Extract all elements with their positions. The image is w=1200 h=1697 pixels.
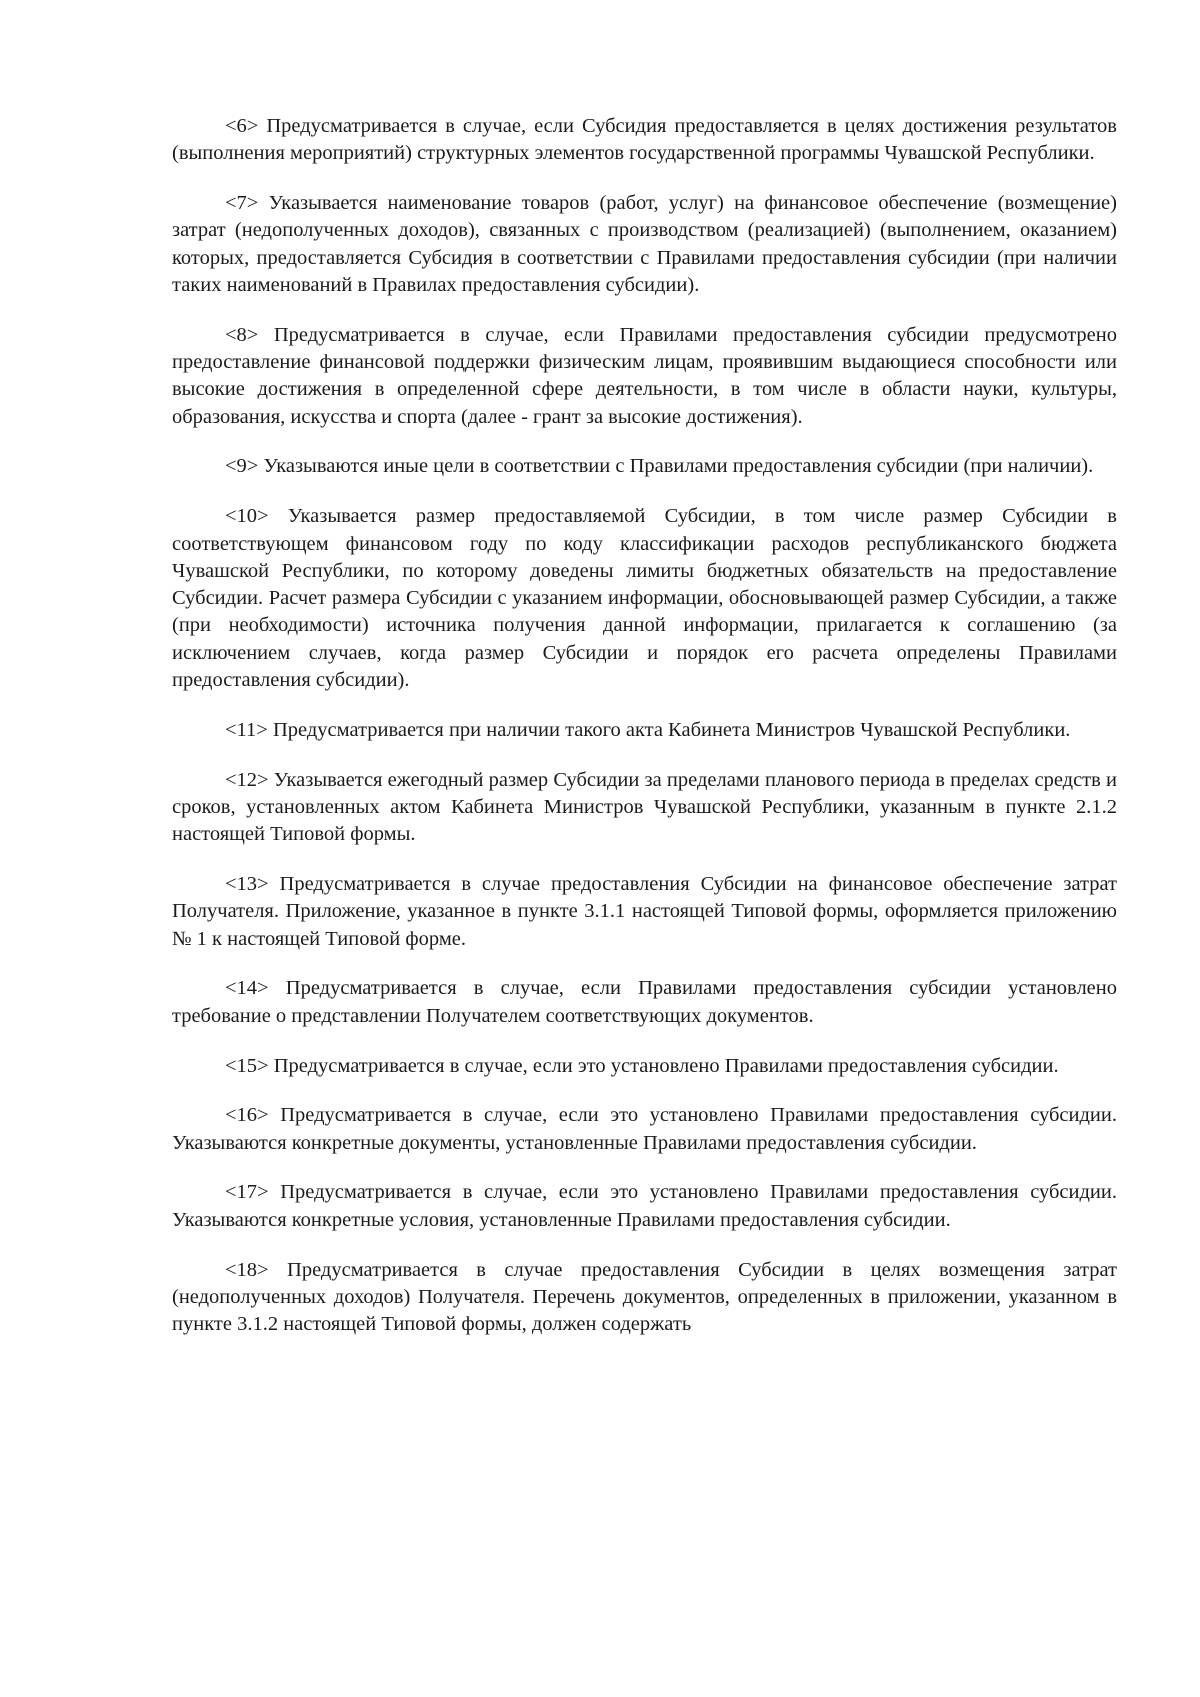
- footnote-6: <6> Предусматривается в случае, если Субсидия предоставляется в целях достижения результатов (выполнения мероприятий) структурных элементов государственной программы Чувашской Республики.: [172, 115, 1117, 165]
- footnote-13: <13> Предусматривается в случае предоставления Субсидии на финансовое обеспечение затрат Получателя. Приложение, указанное в пункте 3.1.1 настоящей Типовой формы, оформляется приложению № 1 к настоящей Типовой форме.: [172, 873, 1117, 950]
- footnote-17: <17> Предусматривается в случае, если это установлено Правилами предоставления субсидии. Указываются конкретные условия, установленные Правилами предоставления субсидии.: [172, 1181, 1117, 1231]
- footnote-18: <18> Предусматривается в случае предоставления Субсидии в целях возмещения затрат (недополученных доходов) Получателя. Перечень документов, определенных в приложении, указанном в пункте 3.1.2 настоящей Типовой формы, должен содержать: [172, 1258, 1117, 1336]
- footnote-15: <15> Предусматривается в случае, если это установлено Правилами предоставления субсидии.: [225, 1054, 1059, 1077]
- footnote-14: <14> Предусматривается в случае, если Правилами предоставления субсидии установлено требование о представлении Получателем соответствующих документов.: [172, 977, 1117, 1027]
- footnote-7: <7> Указывается наименование товаров (работ, услуг) на финансовое обеспечение (возмещение) затрат (недополученных доходов), связанных с производством (реализацией) (выполнением, оказанием) которых, предоставляется Субсидия в соответствии с Правилами предоставления субсидии (при наличии таких наименований в Правилах предоставления субсидии).: [172, 192, 1117, 296]
- footnotes-list: [172, 113, 1117, 1338]
- footnote-12: <12> Указывается ежегодный размер Субсидии за пределами планового периода в пределах средств и сроков, установленных актом Кабинета Министров Чувашской Республики, указанным в пункте 2.1.2 настоящей Типовой формы.: [172, 768, 1117, 846]
- footnote-11: <11> Предусматривается при наличии такого акта Кабинета Министров Чувашской Республики.: [225, 718, 1071, 741]
- footnote-10: <10> Указывается размер предоставляемой Субсидии, в том числе размер Субсидии в соответствующем финансовом году по коду классификации расходов республиканского бюджета Чувашской Республики, по которому доведены лимиты бюджетных обязательств на предоставление Субсидии. Расчет размера Субсидии с указанием информации, обосновывающей размер Субсидии, а также (при необходимости) источника получения данной информации, прилагается к соглашению (за исключением случаев, когда размер Субсидии и порядок его расчета определены Правилами предоставления субсидии).: [172, 505, 1117, 692]
- footnote-8: <8> Предусматривается в случае, если Правилами предоставления субсидии предусмотрено предоставление финансовой поддержки физическим лицам, проявившим выдающиеся способности или высокие достижения в определенной сфере деятельности, в том числе в области науки, культуры, образования, искусства и спорта (далее - грант за высокие достижения).: [172, 323, 1117, 428]
- footnote-9: <9> Указываются иные цели в соответствии с Правилами предоставления субсидии (при наличии).: [225, 455, 1094, 478]
- footnote-16: <16> Предусматривается в случае, если это установлено Правилами предоставления субсидии. Указываются конкретные документы, установленные Правилами предоставления субсидии.: [172, 1104, 1117, 1154]
